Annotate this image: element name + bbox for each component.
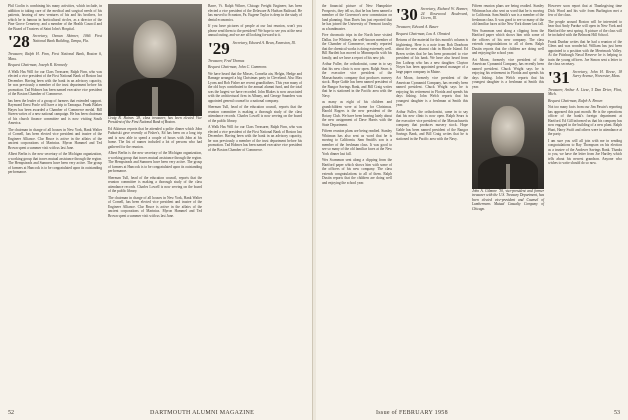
left-column-2 — [108, 4, 202, 220]
paragraph: Wes Scammon sent along a clipping from the Hartford paper which shows him with some of the officers of his new company. The class extends congratulations to all of them. Ralph Dustin reports that the children are doing well and enjoying the school year. — [472, 28, 544, 55]
photo-caption: Craig B. Haines '28, class treasurer, has been elected Vice President of the First National Bank of Boston. — [108, 116, 202, 125]
class-secretary: Secretary, Richard W. Bonner, 24 Rosewood Boulevard, Cicero, Ill. — [420, 7, 468, 21]
paragraph: However soon report that at Thanksgiving time Dick Wood and his wife from Burlington met a few of the class. — [548, 4, 622, 17]
right-column-3 — [472, 4, 544, 213]
portrait-photo — [472, 93, 544, 189]
paragraph: Arthur Fuller, the orthodontist, came in to say that his new clinic is now open. Ralph Sears is the executive vice president of the Massachusetts company that produces nursery stock. Hope Gable has been named president of the Bangor Savings Bank, and Bill Craig writes that he is stationed in the Pacific area with the Navy. — [396, 109, 468, 141]
page-number: 52 — [8, 410, 14, 416]
class-bequest: Bequest Chairman, Lou A. Olmsted — [396, 31, 450, 36]
paragraph: Arthur Fuller, the orthodontist, came in to say that his new clinic is now open. Ralph Sears is the executive vice president of the Massachusetts company that produces nursery stock. Hope Gable has been named president of the Bangor Savings Bank, and Bill Craig writes that he is stationed in the Pacific area with the Navy. — [322, 62, 392, 98]
paragraph: has been the leader of a group of farmers that extended support. Raymond Ernst Poole will have a trip to Tamaqua. Frank Blakes Hayes has been awarded a Chamber of Commerce medal. Bill Sizeen writes of a new national campaign. He has been chairman of his church finance committee and is now visiting South America. — [8, 98, 102, 126]
class-number: '30 — [396, 5, 418, 24]
paragraph: Art Moon, formerly vice president of the American Cyanamid Company, has recently been named president. Chuck Wright says he is enjoying his retirement in Florida and spends his days fishing. John Welch reports that his youngest daughter is a freshman at Smith this year. — [472, 57, 544, 89]
class-heading-29 — [208, 38, 302, 58]
class-secretary: Secretary, John H. Reese, 18 Surry Avenue, Worcester, Mass. — [572, 69, 622, 79]
paragraph: Returns of the material for this month's column is frightening. Here is a note from Bob Dearborn about the new alumni club in Rhode Island. Ed Breen writes that he has been promoted to vice president of his bank. We have also heard from Jim Lathrop who has a new daughter. Clayton Noyes has been appointed general manager of a large paper company in Maine. — [396, 38, 468, 74]
paragraph: Frank Dunbar writes that he had a reunion of the Glens and was wonderful. William has just been appointed to a position with the Merrimack Valley. At the Pittsburgh Naval Reserve he is helping to train the young officers. Joe Simon sent a letter to the class secretary. — [548, 39, 622, 66]
class-treasurer: Treasurer, Edward A. Bauer — [396, 25, 439, 29]
class-number: '29 — [208, 38, 230, 58]
paragraph: Not too many facts from our Jim Passin's reporting has appeared this past month. He is the operations officer of the bank's foreign department at Hartford. Ed Gill informed us that his company has now engaged in the building of a new plant. Ralph Hunt, Harry Swift and others were in attendance at the party. — [548, 105, 622, 137]
class-number: '28 — [8, 32, 30, 51]
portrait-photo — [108, 4, 202, 116]
class-bequest: Bequest Chairman, Joseph R. Kennedy — [8, 63, 68, 68]
class-bequest: Bequest Chairman, Ralph A. Brown — [548, 98, 603, 103]
paragraph: If you have pictures of people at our last reunion, won't you please send them to the president? We hope to see you at the next annual outing, and we are all looking forward to it. — [208, 24, 302, 37]
paragraph: Five chromatic trips in the North have visited Dallas. Joe Whitney, the well-known member of the Chamber of Commerce, recently reported that the chemical works is doing extremely well. Bill Bartlett has moved to Minneapolis with his family, and we have a report of his new job. — [322, 33, 392, 60]
class-treasurer: Treasurer, Fred Thomas — [208, 58, 245, 63]
paragraph: Sherman Tull, head of the education council, reports that the reunion committee is making a thorough study of the class attendance records. Charles Lowell is now serving on the board of the public library. — [208, 105, 302, 123]
paragraph: Fifteen reunion plans are being readied. Stanley Whitman has also sent us word that he is moving to California. Sam Smith's son is a member of the freshman class. It was good to see so many of the old familiar faces at the New York dinner last fall. — [472, 4, 544, 26]
class-heading-30 — [396, 7, 468, 22]
right-page — [316, 0, 628, 420]
paragraph: Albert Berlin is the new secretary of the Michigan organization, a working group that traces mutual assistance through the region. The Hempsteads and Sumners have been very active. The group of farmers at Hancock is to be congratulated upon its outstanding performance. — [8, 152, 102, 175]
magazine-footer: DARTMOUTH ALUMNI MAGAZINE — [150, 410, 255, 416]
right-column-4 — [548, 4, 622, 168]
paragraph: Ed Atkinson reports that he attended a polite dinner which John Paduriski gave recently at Fisher's, Ed has been on a long trip and is now able to spend a couple of hours with John at his home. The list of names included a lot of persons who had gathered for the reunion. — [108, 126, 202, 149]
paragraph: as many as eight of his children and grandchildren were at home for Christmas. Harold Rogers is the new president of the Rotary Club. We have been hearing lately about the new assignment of Dave Harris with the State Department. — [322, 100, 392, 127]
paragraph: The chairman in charge of all houses in New York, Hank Walter of Cornell, has been elected vice president and trustee of the Engineer Alliance. Clar Bruce is active in the affairs of the ancient corporations of Marinius. Myron Hammel and Ted Brown spent a summer visit with us last June. — [108, 195, 202, 218]
page-number: 53 — [614, 410, 620, 416]
issue-footer: Issue of FEBRUARY 1958 — [376, 410, 448, 416]
class-treasurer: Treasurer, Arthur A. Liese, 5 Dan Drive, Flint, Mich. — [548, 87, 622, 97]
class-secretary: Secretary, Osmun Skinner, 1066 First National Bank Building, Tampa, Fla. — [32, 34, 102, 43]
paragraph: Phil Coolin is combining his many activities, which include, in addition to taking care of the medical and surgical needs of his patients, hearing of new ventures of his and his brothers, for which he is famous in horticultural circles, as a director of the Pine Grove Cemetery, and a member of the Health Council and the Board of Trustees of Saint John's Hospital. — [8, 4, 102, 31]
paragraph: Albert Berlin is the new secretary of the Michigan organization, a working group that traces mutual assistance through the region. The Hempsteads and Sumners have been very active. The group of farmers at Hancock is to be congratulated upon its outstanding performance. — [108, 151, 202, 174]
paragraph: Barre, Vt. Ralph Wilner, Chicago Freight Engineer, has been elected a vice president of the Delaware & Hudson Railroad. He has moved to Scranton, Pa. Eugene Taylor is deep in the study of dental economics. — [208, 4, 302, 22]
photo-caption: John A. Gilmore '30, vice-president and former treasurer with the U.S. Treasury Department, has been elected vice-president and Counsel of Lumbermens Mutual Casualty Company of Chicago. — [472, 189, 544, 211]
class-heading-28 — [8, 34, 102, 49]
right-column-2 — [396, 4, 468, 143]
class-secretary: Secretary, Edward A. Bean, Evanston, Ill. — [232, 40, 296, 45]
left-column-3 — [208, 4, 302, 154]
paragraph: I am sure you will all join with me in sending congratulations to Ray Thompson on his election as a trustee of the Andover Savings Bank. Thanks to you, we have the letter from Joe Hartley which tells about his newest grandson. Anyone who wishes to write should do so now. — [548, 138, 622, 166]
paragraph: the financial picture of New Hampshire Prospects, they tell us, that he has been named a member of the Governor's new commission on land planning. Stan Davis has just reported that he has joined the University of Vermont faculty as a bandmaster. — [322, 4, 392, 31]
class-treasurer: Treasurer, Ralph H. Finn, First National Bank, Boston 6, Mass. — [8, 52, 102, 61]
class-heading-31 — [548, 67, 622, 87]
class-number: '31 — [548, 67, 570, 87]
paragraph: Wes Scammon sent along a clipping from the Hartford paper which shows him with some of the officers of his new company. The class extends congratulations to all of them. Ralph Dustin reports that the children are doing well and enjoying the school year. — [322, 158, 392, 185]
class-bequest: Bequest Chairman, John C. Gammons — [208, 65, 267, 70]
left-column-1 — [8, 4, 102, 177]
paragraph: The chairman in charge of all houses in New York, Hank Walter of Cornell, has been elected vice president and trustee of the Engineer Alliance. Clar Bruce is active in the affairs of the ancient corporations of Marinius. Myron Hammel and Ted Brown spent a summer visit with us last June. — [8, 127, 102, 150]
paragraph: Art Moon, formerly vice president of the American Cyanamid Company, has recently been named president. Chuck Wright says he is enjoying his retirement in Florida and spends his days fishing. John Welch reports that his youngest daughter is a freshman at Smith this year. — [396, 76, 468, 108]
paragraph: Sherman Tull, head of the education council, reports that the reunion committee is making a thorough study of the class attendance records. Charles Lowell is now serving on the board of the public library. — [108, 175, 202, 194]
left-page — [0, 0, 313, 420]
right-column-1 — [322, 4, 392, 187]
paragraph: A Walk Has Will for our Class Treasurer, Ralph Finn, who was elected a vice president of the First National Bank of Boston last December. Having been with the bank in an advisory capacity, he was previously a member of the trust department before his promotion. Tad Holmes has been named executive vice president of the Boston Chamber of Commerce. — [8, 69, 102, 97]
paragraph: We have heard that the Misses, Cornelia ain, Helgin, Hedge and Ramage arranged a big Christmas party in Cleveland. Also Max Lyons and Bob Fisher are recent grandfathers. This year many of the old boys contributed to the annual alumni fund, and the total was the largest we have recorded. John Blakes is now associated with the architectural firm in Albany, and George Saunders was appointed general counsel to a national company. — [208, 71, 302, 103]
paragraph: Fifteen reunion plans are being readied. Stanley Whitman has also sent us word that he is moving to California. Sam Smith's son is a member of the freshman class. It was good to see so many of the old familiar faces at the New York dinner last fall. — [322, 129, 392, 156]
paragraph: The people around Boston will be interested to hear that Andy Purdue will open in New York and Hartford the next spring. A picture of the class will be included with the Belmont Hill School. — [548, 19, 622, 37]
paragraph: A Walk Has Will for our Class Treasurer, Ralph Finn, who was elected a vice president of the First National Bank of Boston last December. Having been with the bank in an advisory capacity, he was previously a member of the trust department before his promotion. Tad Holmes has been named executive vice president of the Boston Chamber of Commerce. — [208, 125, 302, 152]
